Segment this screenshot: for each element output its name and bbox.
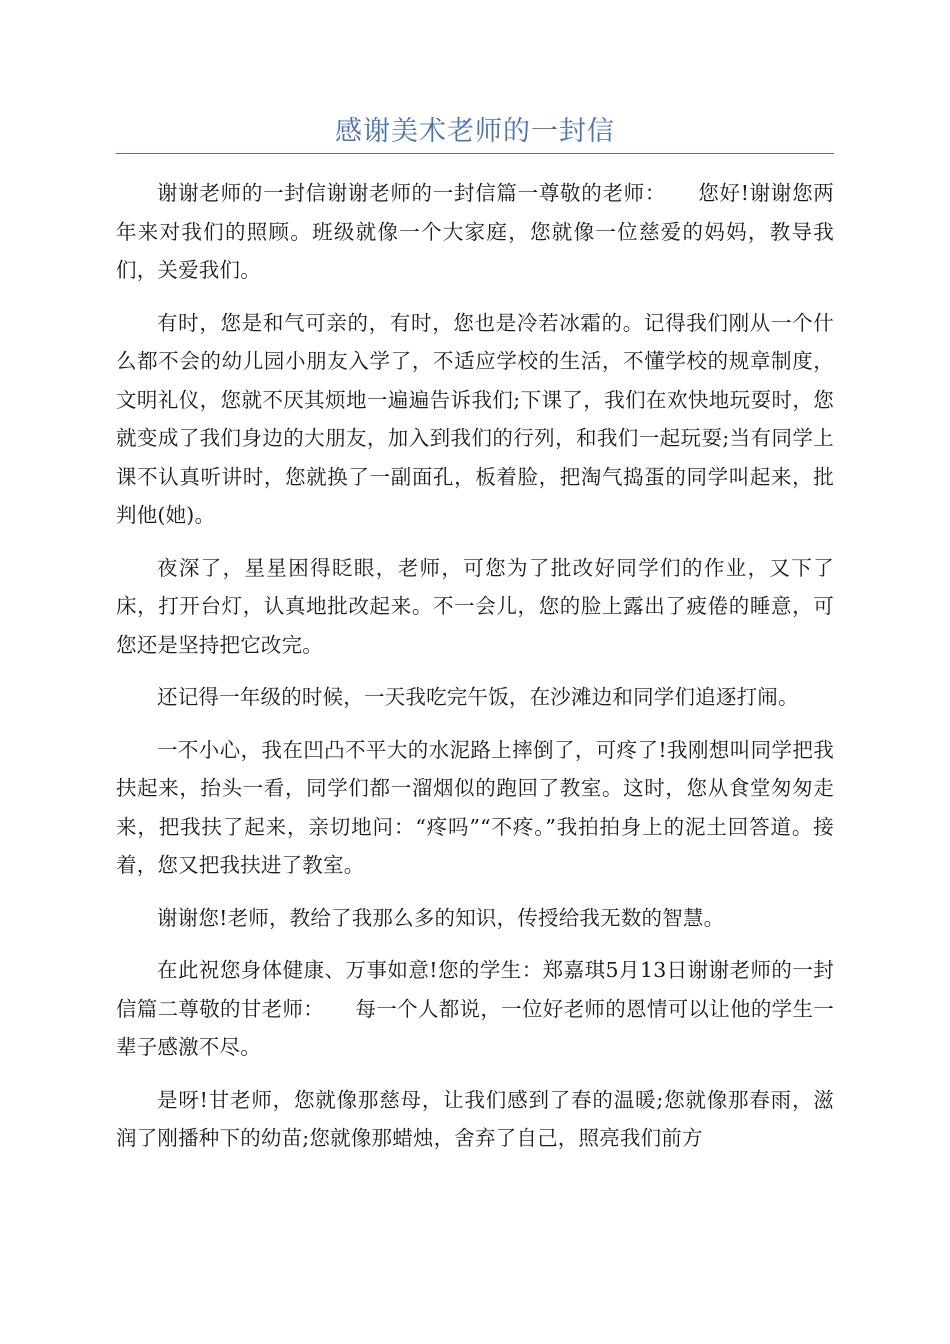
document-body <box>116 174 834 1172</box>
paragraph: 夜深了，星星困得眨眼，老师，可您为了批改好同学们的作业，又下了床，打开台灯，认真地批改起来。不一会儿，您的脸上露出了疲倦的睡意，可您还是坚持把它改完。 <box>116 555 834 657</box>
paragraph: 一不小心，我在凹凸不平大的水泥路上摔倒了，可疼了!我刚想叫同学把我扶起来，抬头一看，同学们都一溜烟似的跑回了教室。这时，您从食堂匆匆走来，把我扶了起来，亲切地问：“疼吗”“不疼。”我拍拍身上的泥土回答道。接着，您又把我扶进了教室。 <box>116 737 834 877</box>
paragraph: 在此祝您身体健康、万事如意!您的学生：郑嘉琪5月13日谢谢老师的一封信篇二尊敬的甘老师： 每一个人都说，一位好老师的恩情可以让他的学生一辈子感激不尽。 <box>116 958 834 1059</box>
paragraph: 是呀!甘老师，您就像那慈母，让我们感到了春的温暖;您就像那春雨，滋润了刚播种下的幼苗;您就像那蜡烛，舍弃了自己，照亮我们前方 <box>116 1087 834 1150</box>
paragraph: 谢谢老师的一封信谢谢老师的一封信篇一尊敬的老师： 您好!谢谢您两年来对我们的照顾。班级就像一个大家庭，您就像一位慈爱的妈妈，教导我们，关爱我们。 <box>116 181 834 282</box>
document-title: 感谢美术老师的一封信 <box>335 116 615 147</box>
paragraph: 还记得一年级的时候，一天我吃完午饭，在沙滩边和同学们追逐打闹。 <box>157 685 799 709</box>
title-underline <box>116 153 834 154</box>
paragraph: 谢谢您!老师，教给了我那么多的知识，传授给我无数的智慧。 <box>157 905 725 930</box>
paragraph: 有时，您是和气可亲的，有时，您也是冷若冰霜的。记得我们刚从一个什么都不会的幼儿园小朋友入学了，不适应学校的生活，不懂学校的规章制度，文明礼仪，您就不厌其烦地一遍遍告诉我们;下课了，我们在欢快地玩耍时，您就变成了我们身边的大朋友，加入到我们的行列，和我们一起玩耍;当有同学上课不认真听讲时，您就换了一副面孔，板着脸，把淘气捣蛋的同学叫起来，批判他(她)。 <box>116 310 834 527</box>
